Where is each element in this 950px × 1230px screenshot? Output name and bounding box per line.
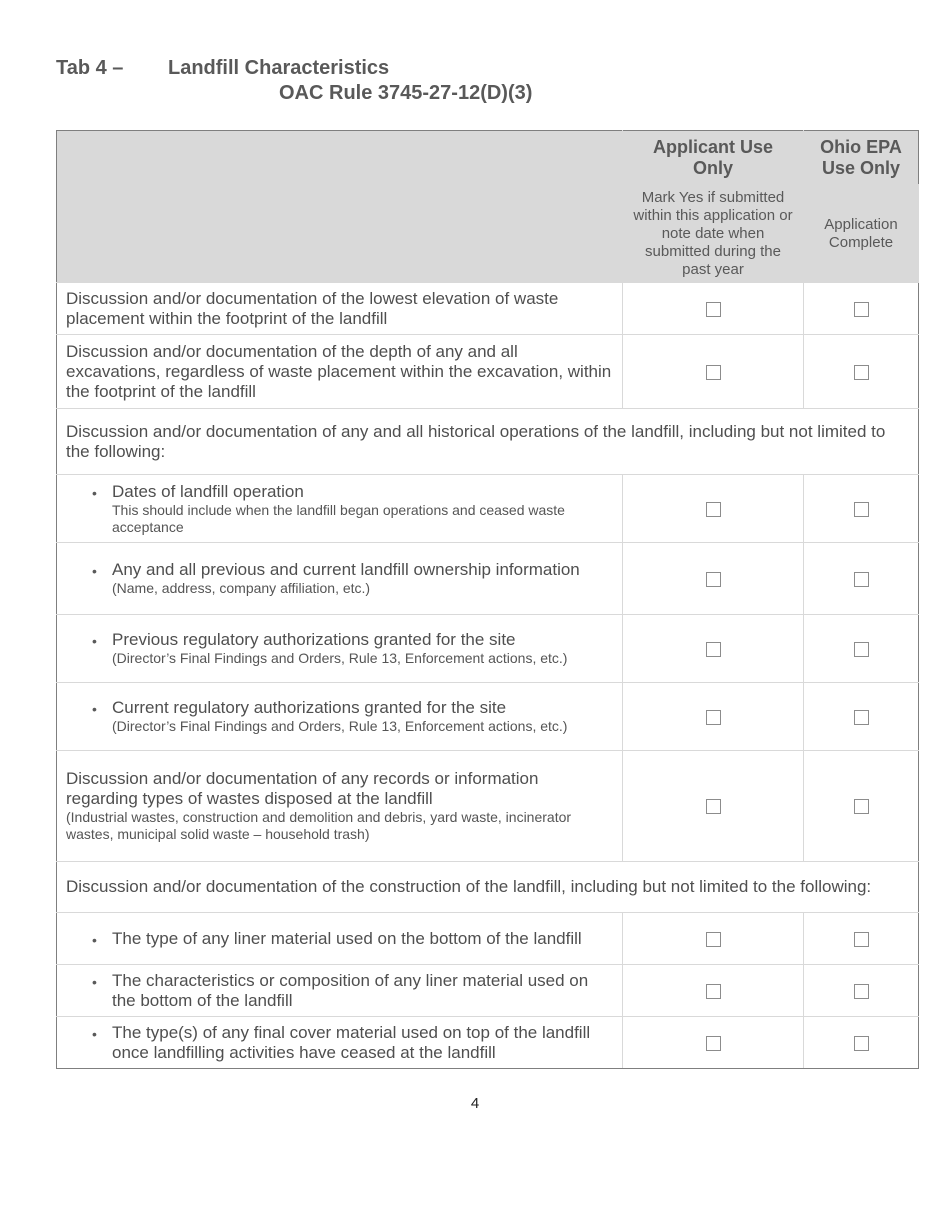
applicant-checkbox[interactable]	[706, 799, 721, 814]
applicant-checkbox-cell	[623, 683, 804, 751]
section-row	[57, 409, 919, 475]
applicant-checkbox-cell	[623, 335, 804, 409]
bullet-icon: •	[92, 633, 97, 649]
bullet-note: (Director’s Final Findings and Orders, Rule 13, Enforcement actions, etc.)	[112, 650, 568, 666]
applicant-checkbox[interactable]	[706, 984, 721, 999]
bullet-icon: •	[92, 563, 97, 579]
bullet-note: (Name, address, company affiliation, etc.)	[112, 580, 371, 596]
applicant-checkbox-cell	[623, 751, 804, 862]
epa-checkbox[interactable]	[854, 365, 869, 380]
epa-checkbox-cell	[804, 1017, 919, 1069]
table-row	[57, 543, 919, 615]
row-description	[57, 751, 623, 862]
row-main-text: Discussion and/or documentation of any records or information regarding types of wastes disposed at the landfill	[66, 769, 539, 808]
section-row	[57, 862, 919, 913]
bullet-main-text: The type(s) of any final cover material used on top of the landfill once landfilling activities have ceased at the landfill	[112, 1022, 591, 1062]
epa-checkbox[interactable]	[854, 502, 869, 517]
epa-checkbox-cell	[804, 965, 919, 1017]
applicant-checkbox-cell	[623, 475, 804, 543]
applicant-checkbox[interactable]	[706, 932, 721, 947]
applicant-checkbox-cell	[623, 913, 804, 965]
applicant-checkbox[interactable]	[706, 710, 721, 725]
bullet-icon: •	[92, 931, 97, 948]
epa-checkbox[interactable]	[854, 710, 869, 725]
heading-line-1	[56, 56, 916, 81]
table-row	[57, 475, 919, 543]
epa-checkbox[interactable]	[854, 1036, 869, 1051]
page-number: 4	[470, 1095, 480, 1112]
table-row	[57, 751, 919, 862]
table-row	[57, 683, 919, 751]
table-row	[57, 283, 919, 335]
table-row	[57, 615, 919, 683]
bullet-item	[57, 475, 623, 543]
row-description: Discussion and/or documentation of the depth of any and all excavations, regardless of waste placement within the excavation, within the footprint of the landfill	[57, 335, 623, 409]
epa-checkbox[interactable]	[854, 984, 869, 999]
bullet-note: (Director’s Final Findings and Orders, Rule 13, Enforcement actions, etc.)	[112, 718, 568, 734]
applicant-column-instructions: Mark Yes if submitted within this application or note date when submitted during the past year	[623, 185, 804, 283]
epa-checkbox[interactable]	[854, 799, 869, 814]
applicant-column-title: Applicant Use Only	[623, 131, 804, 185]
applicant-checkbox[interactable]	[706, 502, 721, 517]
epa-checkbox-cell	[804, 283, 919, 335]
bullet-icon: •	[92, 1025, 97, 1042]
epa-checkbox-cell	[804, 683, 919, 751]
epa-checkbox[interactable]	[854, 572, 869, 587]
applicant-checkbox[interactable]	[706, 302, 721, 317]
applicant-checkbox[interactable]	[706, 572, 721, 587]
bullet-main-text: Dates of landfill operation	[112, 481, 304, 501]
applicant-checkbox[interactable]	[706, 642, 721, 657]
epa-checkbox-cell	[804, 615, 919, 683]
bullet-main-text: Any and all previous and current landfill ownership information	[112, 560, 580, 579]
tab-label: Tab 4 –	[56, 57, 124, 79]
section-description: Discussion and/or documentation of any and all historical operations of the landfill, including but not limited to the following:	[57, 409, 919, 475]
header-blank	[57, 131, 623, 283]
applicant-checkbox-cell	[623, 965, 804, 1017]
epa-checkbox-cell	[804, 335, 919, 409]
bullet-note: This should include when the landfill began operations and ceased waste acceptance	[112, 501, 565, 535]
row-note: (Industrial wastes, construction and demolition and debris, yard waste, incinerator wastes, municipal solid waste – household trash)	[66, 809, 572, 842]
bullet-item	[57, 615, 623, 683]
section-title: Landfill Characteristics	[168, 57, 390, 79]
bullet-item	[57, 965, 623, 1017]
applicant-checkbox-cell	[623, 283, 804, 335]
applicant-checkbox[interactable]	[706, 1036, 721, 1051]
bullet-main-text: The characteristics or composition of any liner material used on the bottom of the landfill	[112, 970, 589, 1010]
checklist-table	[56, 130, 919, 1069]
bullet-icon: •	[92, 701, 97, 717]
table-row	[57, 965, 919, 1017]
epa-checkbox[interactable]	[854, 302, 869, 317]
header-row-titles	[57, 131, 919, 185]
bullet-item	[57, 543, 623, 615]
epa-checkbox-cell	[804, 475, 919, 543]
bullet-item	[57, 913, 623, 965]
table-row	[57, 335, 919, 409]
page-heading	[56, 56, 916, 106]
epa-column-title: Ohio EPA Use Only	[804, 131, 919, 185]
epa-checkbox-cell	[804, 913, 919, 965]
epa-checkbox-cell	[804, 543, 919, 615]
applicant-checkbox-cell	[623, 1017, 804, 1069]
epa-column-instructions: Application Complete	[804, 185, 919, 283]
rule-reference: OAC Rule 3745-27-12(D)(3)	[279, 82, 533, 104]
applicant-checkbox[interactable]	[706, 365, 721, 380]
table-row	[57, 1017, 919, 1069]
bullet-icon: •	[92, 484, 97, 501]
applicant-checkbox-cell	[623, 615, 804, 683]
table-row	[57, 913, 919, 965]
epa-checkbox[interactable]	[854, 642, 869, 657]
bullet-item	[57, 683, 623, 751]
bullet-main-text: Previous regulatory authorizations granted for the site	[112, 630, 516, 649]
epa-checkbox[interactable]	[854, 932, 869, 947]
bullet-icon: •	[92, 973, 97, 990]
section-description: Discussion and/or documentation of the construction of the landfill, including but not limited to the following:	[57, 862, 919, 913]
epa-checkbox-cell	[804, 751, 919, 862]
applicant-checkbox-cell	[623, 543, 804, 615]
bullet-item	[57, 1017, 623, 1069]
bullet-main-text: The type of any liner material used on the bottom of the landfill	[112, 928, 582, 948]
bullet-main-text: Current regulatory authorizations granted for the site	[112, 698, 507, 717]
row-description: Discussion and/or documentation of the lowest elevation of waste placement within the footprint of the landfill	[57, 283, 623, 335]
